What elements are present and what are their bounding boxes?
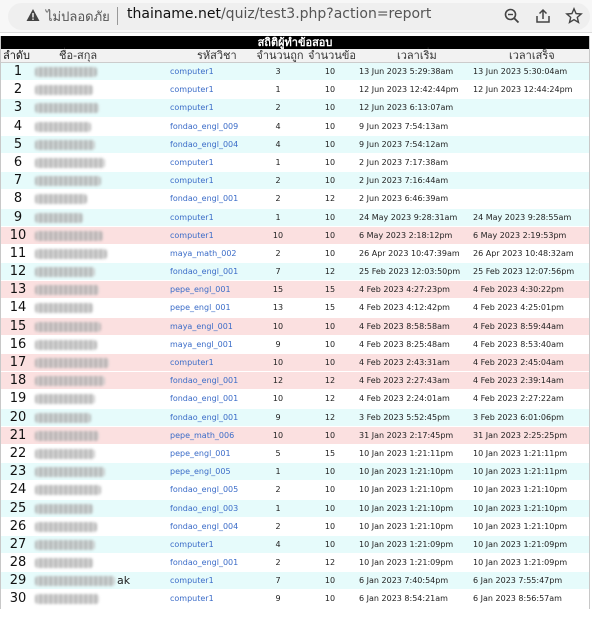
- row-number: 16: [9, 336, 27, 352]
- total-count: 10: [324, 121, 336, 131]
- total-count: 15: [324, 448, 336, 458]
- subject-link[interactable]: computer1: [170, 576, 214, 586]
- start-time: 10 Jan 2023 1:21:11pm: [359, 448, 454, 458]
- subject-link[interactable]: computer1: [170, 539, 214, 549]
- redacted-name: [35, 140, 95, 150]
- star-icon[interactable]: [565, 7, 583, 25]
- correct-count: 7: [275, 576, 281, 586]
- subject-link[interactable]: computer1: [170, 67, 214, 76]
- redacted-name: [35, 394, 95, 404]
- row-number: 18: [9, 373, 27, 389]
- end-time: 6 Jan 2023 8:56:57am: [473, 594, 562, 604]
- total-count: 15: [324, 285, 336, 295]
- table-row: [1, 318, 589, 336]
- total-count: 10: [324, 539, 336, 549]
- table-row: [1, 572, 589, 590]
- end-time: 10 Jan 2023 1:21:09pm: [473, 539, 568, 549]
- header-correct: จำนวนถูก: [256, 49, 304, 62]
- start-time: 4 Feb 2023 8:25:48am: [359, 339, 450, 349]
- end-time: 26 Apr 2023 10:48:32am: [473, 248, 574, 258]
- total-count: 10: [324, 176, 336, 186]
- total-count: 10: [324, 85, 336, 95]
- start-time: 4 Feb 2023 2:27:43am: [359, 376, 450, 386]
- start-time: 13 Jun 2023 5:29:38am: [359, 67, 454, 76]
- row-number: 21: [9, 427, 27, 443]
- end-time: 31 Jan 2023 2:25:25pm: [473, 430, 568, 440]
- table-row: [1, 554, 589, 572]
- name-cell: [35, 354, 165, 372]
- end-time: 6 Jan 2023 7:55:47pm: [473, 576, 563, 586]
- end-time: 10 Jan 2023 1:21:11pm: [473, 448, 568, 458]
- start-time: 25 Feb 2023 12:03:50pm: [359, 267, 461, 277]
- report-table: [0, 36, 590, 609]
- subject-link[interactable]: pepe_engl_001: [170, 448, 231, 458]
- end-time: 4 Feb 2023 2:45:04am: [473, 358, 564, 367]
- table-row: [1, 590, 589, 608]
- start-time: 9 Jun 2023 7:54:12am: [359, 139, 449, 149]
- end-time: 10 Jan 2023 1:21:11pm: [473, 467, 568, 477]
- row-number: 1: [13, 64, 23, 79]
- redacted-name: [35, 158, 105, 168]
- table-row: [1, 336, 589, 354]
- table-row: [1, 136, 589, 154]
- name-cell: [35, 263, 165, 281]
- redacted-name: [35, 594, 99, 604]
- subject-link[interactable]: fondao_engl_001: [170, 194, 239, 204]
- subject-link[interactable]: computer1: [170, 230, 214, 240]
- table-row: [1, 99, 589, 117]
- subject-link[interactable]: fondao_engl_001: [170, 412, 239, 422]
- correct-count: 12: [272, 376, 284, 386]
- redacted-name: [35, 122, 91, 132]
- correct-count: 2: [275, 176, 281, 186]
- total-count: 12: [324, 558, 336, 568]
- row-number: 8: [13, 191, 23, 207]
- row-number: 11: [9, 245, 27, 261]
- subject-link[interactable]: computer1: [170, 157, 214, 167]
- header-num: ลำดับ: [3, 49, 31, 62]
- redacted-name: [35, 249, 107, 259]
- name-cell: [35, 445, 165, 463]
- subject-link[interactable]: computer1: [170, 594, 214, 604]
- row-number: 25: [9, 500, 27, 516]
- redacted-name: [35, 194, 87, 204]
- total-count: 10: [324, 594, 336, 604]
- table-row: [1, 390, 589, 408]
- name-cell: [35, 572, 165, 590]
- total-count: 10: [324, 430, 336, 440]
- name-cell: [35, 281, 165, 299]
- start-time: 6 Jan 2023 8:54:21am: [359, 594, 448, 604]
- correct-count: 4: [275, 121, 281, 131]
- correct-count: 1: [275, 212, 281, 222]
- total-count: 10: [324, 485, 336, 495]
- table-row: [1, 227, 589, 245]
- start-time: 4 Feb 2023 2:43:31am: [359, 358, 450, 367]
- total-count: 10: [324, 157, 336, 167]
- redacted-name: [35, 576, 115, 586]
- correct-count: 2: [275, 521, 281, 531]
- total-count: 10: [324, 576, 336, 586]
- table-row: [1, 481, 589, 499]
- correct-count: 5: [275, 448, 281, 458]
- correct-count: 15: [272, 285, 284, 295]
- table-row: [1, 354, 589, 372]
- table-row: [1, 500, 589, 518]
- subject-link[interactable]: fondao_engl_003: [170, 503, 239, 513]
- start-time: 10 Jan 2023 1:21:10pm: [359, 503, 454, 513]
- start-time: 2 Jun 2023 6:46:39am: [359, 194, 449, 204]
- correct-count: 1: [275, 467, 281, 477]
- row-number: 15: [9, 318, 27, 334]
- table-row: [1, 63, 589, 81]
- table-row: [1, 281, 589, 299]
- subject-link[interactable]: fondao_engl_001: [170, 267, 239, 277]
- subject-link[interactable]: computer1: [170, 85, 214, 95]
- subject-link[interactable]: fondao_engl_001: [170, 394, 239, 404]
- name-cell: [35, 390, 165, 408]
- row-number: 9: [13, 209, 23, 225]
- row-number: 7: [13, 173, 23, 189]
- name-cell: [35, 245, 165, 263]
- total-count: 12: [324, 267, 336, 277]
- redacted-name: [35, 176, 101, 186]
- name-cell: [35, 481, 165, 499]
- redacted-name: [35, 504, 93, 514]
- name-cell: [35, 172, 165, 190]
- row-number: 26: [9, 518, 27, 534]
- header-start: เวลาเริ่ม: [397, 49, 437, 62]
- name-cell: [35, 227, 165, 245]
- start-time: 10 Jan 2023 1:21:09pm: [359, 558, 454, 568]
- correct-count: 2: [275, 485, 281, 495]
- total-count: 10: [324, 230, 336, 240]
- start-time: 4 Feb 2023 2:24:01am: [359, 394, 450, 404]
- end-time: 4 Feb 2023 2:39:14am: [473, 376, 564, 386]
- total-count: 10: [324, 67, 336, 76]
- start-time: 6 Jan 2023 7:40:54pm: [359, 576, 449, 586]
- redacted-name: [35, 303, 93, 313]
- correct-count: 1: [275, 157, 281, 167]
- subject-link[interactable]: fondao_engl_004: [170, 139, 239, 149]
- correct-count: 4: [275, 139, 281, 149]
- table-row: [1, 463, 589, 481]
- table-row: [1, 263, 589, 281]
- total-count: 10: [324, 503, 336, 513]
- correct-count: 2: [275, 558, 281, 568]
- subject-link[interactable]: fondao_engl_001: [170, 376, 239, 386]
- redacted-name: [35, 467, 105, 477]
- start-time: 10 Jan 2023 1:21:09pm: [359, 539, 454, 549]
- url-text[interactable]: [127, 6, 431, 22]
- end-time: 4 Feb 2023 8:59:44am: [473, 321, 564, 331]
- start-time: 31 Jan 2023 2:17:45pm: [359, 430, 454, 440]
- total-count: 10: [324, 521, 336, 531]
- correct-count: 7: [275, 267, 281, 277]
- total-count: 10: [324, 139, 336, 149]
- correct-count: 9: [275, 412, 281, 422]
- start-time: 2 Jun 2023 7:16:44am: [359, 176, 449, 186]
- row-number: 10: [9, 227, 27, 243]
- share-icon[interactable]: [534, 7, 552, 25]
- redacted-name: [35, 522, 97, 532]
- end-time: 10 Jan 2023 1:21:10pm: [473, 485, 568, 495]
- total-count: 10: [324, 339, 336, 349]
- total-count: 12: [324, 194, 336, 204]
- row-number: 14: [9, 300, 27, 316]
- row-number: 24: [9, 482, 27, 498]
- url-domain: thainame.net: [127, 6, 221, 22]
- correct-count: 9: [275, 339, 281, 349]
- name-cell: [35, 154, 165, 172]
- redacted-name: [35, 558, 93, 568]
- zoom-icon[interactable]: [503, 7, 521, 25]
- total-count: 10: [324, 358, 336, 367]
- row-number: 23: [9, 464, 27, 480]
- table-header: [1, 49, 589, 63]
- total-count: 10: [324, 321, 336, 331]
- redacted-name: [35, 376, 105, 386]
- table-row: [1, 190, 589, 208]
- correct-count: 2: [275, 103, 281, 113]
- end-time: 6 May 2023 2:19:53pm: [473, 230, 567, 240]
- row-number: 27: [9, 536, 27, 552]
- table-body: [1, 63, 589, 609]
- subject-link[interactable]: maya_engl_001: [170, 321, 233, 331]
- total-count: 10: [324, 248, 336, 258]
- redacted-name: [35, 267, 95, 277]
- subject-link[interactable]: computer1: [170, 212, 214, 222]
- total-count: 12: [324, 394, 336, 404]
- correct-count: 1: [275, 85, 281, 95]
- start-time: 24 May 2023 9:28:31am: [359, 212, 458, 222]
- end-time: 24 May 2023 9:28:55am: [473, 212, 572, 222]
- subject-link[interactable]: maya_engl_001: [170, 339, 233, 349]
- subject-link[interactable]: fondao_engl_009: [170, 121, 239, 131]
- start-time: 4 Feb 2023 4:27:23pm: [359, 285, 450, 295]
- name-cell: [35, 190, 165, 208]
- table-row: [1, 445, 589, 463]
- correct-count: 13: [272, 303, 284, 313]
- total-count: 12: [324, 412, 336, 422]
- row-number: 28: [9, 555, 27, 571]
- header-end: เวลาเสร็จ: [509, 49, 555, 62]
- subject-link[interactable]: computer1: [170, 103, 214, 113]
- redacted-name: [35, 322, 101, 332]
- correct-count: 10: [272, 358, 284, 367]
- subject-link[interactable]: computer1: [170, 358, 214, 367]
- correct-count: 1: [275, 503, 281, 513]
- redacted-name: [35, 213, 83, 223]
- subject-link[interactable]: pepe_engl_001: [170, 303, 231, 313]
- start-time: 12 Jun 2023 6:13:07am: [359, 103, 454, 113]
- end-time: 4 Feb 2023 4:30:22pm: [473, 285, 564, 295]
- row-number: 19: [9, 391, 27, 407]
- start-time: 4 Feb 2023 8:58:58am: [359, 321, 450, 331]
- start-time: 2 Jun 2023 7:17:38am: [359, 157, 449, 167]
- correct-count: 3: [275, 67, 281, 76]
- end-time: 4 Feb 2023 2:27:22am: [473, 394, 564, 404]
- redacted-name: [35, 449, 95, 459]
- end-time: 25 Feb 2023 12:07:56pm: [473, 267, 575, 277]
- correct-count: 10: [272, 321, 284, 331]
- total-count: 10: [324, 103, 336, 113]
- redacted-name: [35, 485, 101, 495]
- redacted-name: [35, 67, 97, 77]
- redacted-name: [35, 431, 99, 441]
- subject-link[interactable]: fondao_engl_005: [170, 485, 239, 495]
- table-row: [1, 154, 589, 172]
- subject-link[interactable]: fondao_engl_001: [170, 558, 239, 568]
- table-row: [1, 81, 589, 99]
- start-time: 12 Jun 2023 12:42:44pm: [359, 85, 459, 95]
- name-cell: [35, 590, 165, 608]
- correct-count: 4: [275, 539, 281, 549]
- omnibox-divider: [117, 7, 118, 25]
- row-number: 22: [9, 445, 27, 461]
- start-time: 3 Feb 2023 5:52:45pm: [359, 412, 450, 422]
- name-cell: [35, 299, 165, 317]
- subject-link[interactable]: pepe_math_006: [170, 430, 235, 440]
- name-cell: [35, 81, 165, 99]
- row-number: 5: [13, 136, 23, 152]
- warning-icon[interactable]: [26, 8, 40, 22]
- header-subject: รหัสวิชา: [197, 49, 237, 62]
- name-cell: [35, 409, 165, 427]
- table-row: [1, 209, 589, 227]
- redacted-name: [35, 340, 97, 350]
- name-cell: [35, 500, 165, 518]
- correct-count: 2: [275, 194, 281, 204]
- row-number: 13: [9, 282, 27, 298]
- end-time: 4 Feb 2023 8:53:40am: [473, 339, 564, 349]
- row-number: 29: [9, 573, 27, 589]
- name-cell: [35, 99, 165, 117]
- name-cell: [35, 63, 165, 81]
- name-cell: [35, 372, 165, 390]
- subject-link[interactable]: maya_math_002: [170, 248, 237, 258]
- correct-count: 2: [275, 248, 281, 258]
- start-time: 9 Jun 2023 7:54:13am: [359, 121, 449, 131]
- name-cell: [35, 136, 165, 154]
- row-number: 2: [13, 82, 23, 98]
- redacted-name: [35, 358, 109, 368]
- correct-count: 10: [272, 230, 284, 240]
- subject-link[interactable]: pepe_engl_005: [170, 467, 231, 477]
- name-cell: [35, 536, 165, 554]
- start-time: 26 Apr 2023 10:47:39am: [359, 248, 460, 258]
- header-name: ชื่อ-สกุล: [59, 49, 98, 62]
- redacted-name: [35, 413, 91, 423]
- name-cell: [35, 463, 165, 481]
- table-row: [1, 518, 589, 536]
- table-row: [1, 536, 589, 554]
- row-number: 4: [13, 118, 23, 134]
- total-count: 15: [324, 303, 336, 313]
- redacted-name: [35, 231, 103, 241]
- end-time: 3 Feb 2023 6:01:06pm: [473, 412, 564, 422]
- start-time: 10 Jan 2023 1:21:10pm: [359, 485, 454, 495]
- redacted-name: [35, 85, 93, 95]
- table-row: [1, 172, 589, 190]
- subject-link[interactable]: fondao_engl_004: [170, 521, 239, 531]
- redacted-name: [35, 103, 99, 113]
- browser-address-bar: [0, 0, 592, 33]
- start-time: 10 Jan 2023 1:21:10pm: [359, 521, 454, 531]
- table-row: [1, 409, 589, 427]
- table-row: [1, 118, 589, 136]
- name-cell: [35, 518, 165, 536]
- start-time: 10 Jan 2023 1:21:10pm: [359, 467, 454, 477]
- name-cell: [35, 209, 165, 227]
- row-number: 12: [9, 264, 27, 280]
- total-count: 10: [324, 467, 336, 477]
- name-cell: [35, 554, 165, 572]
- redacted-name: [35, 285, 99, 295]
- total-count: 10: [324, 212, 336, 222]
- table-row: [1, 427, 589, 445]
- correct-count: 10: [272, 394, 284, 404]
- start-time: 4 Feb 2023 4:12:42pm: [359, 303, 450, 313]
- table-row: [1, 245, 589, 263]
- name-cell: [35, 318, 165, 336]
- url-path: /quiz/test3.php?action=report: [220, 6, 432, 22]
- correct-count: 9: [275, 594, 281, 604]
- security-label[interactable]: ไม่ปลอดภัย: [46, 10, 110, 25]
- report-title: สถิติผู้ทำข้อสอบ: [1, 36, 589, 49]
- name-suffix: ak: [117, 574, 131, 588]
- end-time: 13 Jun 2023 5:30:04am: [473, 67, 568, 76]
- header-total: จำนวนข้อ: [308, 49, 356, 62]
- redacted-name: [35, 540, 95, 550]
- row-number: 6: [13, 154, 23, 170]
- table-row: [1, 299, 589, 317]
- end-time: 10 Jan 2023 1:21:10pm: [473, 521, 568, 531]
- row-number: 3: [13, 100, 23, 116]
- row-number: 20: [9, 409, 27, 425]
- start-time: 6 May 2023 2:18:12pm: [359, 230, 453, 240]
- end-time: 10 Jan 2023 1:21:10pm: [473, 503, 568, 513]
- end-time: 12 Jun 2023 12:44:24pm: [473, 85, 573, 95]
- subject-link[interactable]: pepe_engl_001: [170, 285, 231, 295]
- total-count: 12: [324, 376, 336, 386]
- name-cell: [35, 118, 165, 136]
- row-number: 30: [9, 591, 27, 607]
- table-row: [1, 372, 589, 390]
- row-number: 17: [9, 355, 27, 370]
- name-cell: [35, 336, 165, 354]
- name-cell: [35, 427, 165, 445]
- end-time: 10 Jan 2023 1:21:09pm: [473, 558, 568, 568]
- end-time: 4 Feb 2023 4:25:01pm: [473, 303, 564, 313]
- subject-link[interactable]: computer1: [170, 176, 214, 186]
- correct-count: 10: [272, 430, 284, 440]
